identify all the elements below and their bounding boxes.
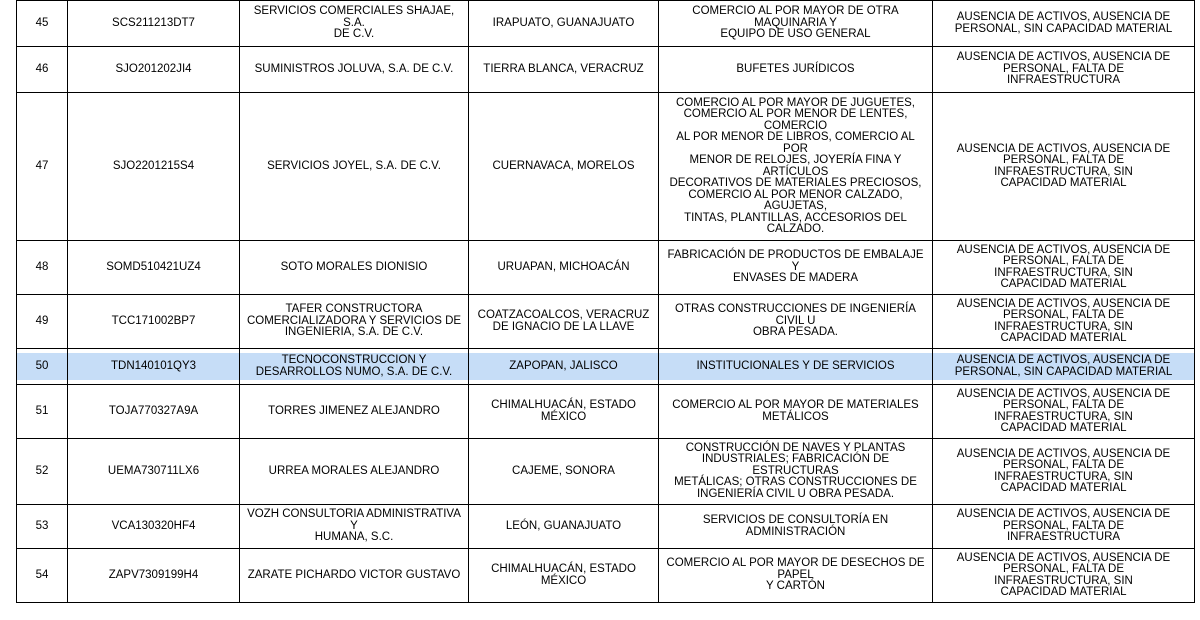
reason-cell: AUSENCIA DE ACTIVOS, AUSENCIA DE PERSONAL, SIN CAPACIDAD MATERIAL — [933, 1, 1195, 47]
selection-highlight: 50 — [17, 353, 67, 381]
reason-cell: AUSENCIA DE ACTIVOS, AUSENCIA DE PERSONAL, FALTA DE INFRAESTRUCTURA — [933, 505, 1195, 549]
taxpayer-name-cell: SOTO MORALES DIONISIO — [240, 241, 469, 295]
reason-cell: AUSENCIA DE ACTIVOS, AUSENCIA DE PERSONAL, FALTA DE INFRAESTRUCTURA, SIN CAPACIDAD MATERIAL — [933, 385, 1195, 439]
reason-cell: AUSENCIA DE ACTIVOS, AUSENCIA DE PERSONAL, FALTA DE INFRAESTRUCTURA — [933, 47, 1195, 93]
activity-cell — [659, 349, 933, 385]
table-row[interactable] — [17, 549, 1195, 603]
location-cell: IRAPUATO, GUANAJUATO — [469, 1, 659, 47]
reason-cell: AUSENCIA DE ACTIVOS, AUSENCIA DE PERSONAL, FALTA DE INFRAESTRUCTURA, SIN CAPACIDAD MATERIAL — [933, 241, 1195, 295]
reason-cell — [933, 349, 1195, 385]
table-row[interactable] — [17, 385, 1195, 439]
taxpayer-name-cell: SUMINISTROS JOLUVA, S.A. DE C.V. — [240, 47, 469, 93]
rfc-cell: SOMD510421UZ4 — [68, 241, 240, 295]
row-number-cell — [17, 349, 68, 385]
rfc-cell — [68, 349, 240, 385]
activity-cell: FABRICACIÓN DE PRODUCTOS DE EMBALAJE Y ENVASES DE MADERA — [659, 241, 933, 295]
row-number-cell: 53 — [17, 505, 68, 549]
activity-cell: COMERCIO AL POR MAYOR DE DESECHOS DE PAPEL Y CARTÓN — [659, 549, 933, 603]
taxpayer-table — [16, 0, 1195, 603]
location-cell: COATZACOALCOS, VERACRUZ DE IGNACIO DE LA LLAVE — [469, 295, 659, 349]
activity-cell: BUFETES JURÍDICOS — [659, 47, 933, 93]
table-row[interactable] — [17, 93, 1195, 241]
rfc-cell: TCC171002BP7 — [68, 295, 240, 349]
taxpayer-name-cell — [240, 349, 469, 385]
location-cell: CAJEME, SONORA — [469, 439, 659, 505]
activity-cell: COMERCIO AL POR MAYOR DE OTRA MAQUINARIA Y EQUIPO DE USO GENERAL — [659, 1, 933, 47]
row-number-cell: 52 — [17, 439, 68, 505]
row-number-cell: 51 — [17, 385, 68, 439]
location-cell: CHIMALHUACÁN, ESTADO MÉXICO — [469, 549, 659, 603]
taxpayer-name-cell: SERVICIOS COMERCIALES SHAJAE, S.A. DE C.V. — [240, 1, 469, 47]
activity-cell: COMERCIO AL POR MAYOR DE JUGUETES, COMERCIO AL POR MENOR DE LENTES, COMERCIO AL POR MENOR DE LIBROS, COMERCIO AL POR MENOR DE RELOJES, JOYERÍA FINA Y ARTÍCULOS DECORATIVOS DE MATERIALES PRECIOSOS, COMERCIO AL POR MENOR CALZADO, AGUJETAS, TINTAS, PLANTILLAS, ACCESORIOS DEL CALZADO. — [659, 93, 933, 241]
location-cell: URUAPAN, MICHOACÁN — [469, 241, 659, 295]
activity-cell: OTRAS CONSTRUCCIONES DE INGENIERÍA CIVIL U OBRA PESADA. — [659, 295, 933, 349]
location-cell: LEÓN, GUANAJUATO — [469, 505, 659, 549]
table-row[interactable] — [17, 1, 1195, 47]
row-number-cell: 47 — [17, 93, 68, 241]
selection-highlight: INSTITUCIONALES Y DE SERVICIOS — [659, 353, 932, 381]
table-row[interactable] — [17, 439, 1195, 505]
rfc-cell: SCS211213DT7 — [68, 1, 240, 47]
taxpayer-name-cell: VOZH CONSULTORIA ADMINISTRATIVA Y HUMANA, S.C. — [240, 505, 469, 549]
taxpayer-name-cell: TORRES JIMENEZ ALEJANDRO — [240, 385, 469, 439]
location-cell: CHIMALHUACÁN, ESTADO MÉXICO — [469, 385, 659, 439]
row-number-cell: 54 — [17, 549, 68, 603]
activity-cell: COMERCIO AL POR MAYOR DE MATERIALES METÁLICOS — [659, 385, 933, 439]
selection-highlight: TECNOCONSTRUCCION Y DESARROLLOS NUMO, S.A. DE C.V. — [240, 353, 468, 380]
row-number-cell: 48 — [17, 241, 68, 295]
taxpayer-name-cell: URREA MORALES ALEJANDRO — [240, 439, 469, 505]
reason-cell: AUSENCIA DE ACTIVOS, AUSENCIA DE PERSONAL, FALTA DE INFRAESTRUCTURA, SIN CAPACIDAD MATERIAL — [933, 549, 1195, 603]
reason-cell: AUSENCIA DE ACTIVOS, AUSENCIA DE PERSONAL, FALTA DE INFRAESTRUCTURA, SIN CAPACIDAD MATERIAL — [933, 295, 1195, 349]
table-row[interactable] — [17, 505, 1195, 549]
activity-cell: CONSTRUCCIÓN DE NAVES Y PLANTAS INDUSTRIALES; FABRICACIÓN DE ESTRUCTURAS METÁLICAS; OTRAS CONSTRUCCIONES DE INGENIERÍA CIVIL U OBRA PESADA. — [659, 439, 933, 505]
selection-highlight: AUSENCIA DE ACTIVOS, AUSENCIA DE PERSONAL, SIN CAPACIDAD MATERIAL — [933, 353, 1194, 380]
table-row-selected[interactable] — [17, 349, 1195, 385]
rfc-cell: VCA130320HF4 — [68, 505, 240, 549]
rfc-cell: UEMA730711LX6 — [68, 439, 240, 505]
taxpayer-name-cell: TAFER CONSTRUCTORA COMERCIALIZADORA Y SERVICIOS DE INGENIERIA, S.A. DE C.V. — [240, 295, 469, 349]
location-cell: CUERNAVACA, MORELOS — [469, 93, 659, 241]
row-number-cell: 49 — [17, 295, 68, 349]
table-row[interactable] — [17, 295, 1195, 349]
location-cell: TIERRA BLANCA, VERACRUZ — [469, 47, 659, 93]
row-number-cell: 45 — [17, 1, 68, 47]
location-cell — [469, 349, 659, 385]
rfc-cell: SJO2201215S4 — [68, 93, 240, 241]
row-number-cell: 46 — [17, 47, 68, 93]
rfc-cell: SJO201202JI4 — [68, 47, 240, 93]
selection-highlight: TDN140101QY3 — [68, 353, 239, 381]
reason-cell: AUSENCIA DE ACTIVOS, AUSENCIA DE PERSONAL, FALTA DE INFRAESTRUCTURA, SIN CAPACIDAD MATERIAL — [933, 439, 1195, 505]
rfc-cell: TOJA770327A9A — [68, 385, 240, 439]
selection-highlight: ZAPOPAN, JALISCO — [469, 353, 658, 381]
taxpayer-name-cell: ZARATE PICHARDO VICTOR GUSTAVO — [240, 549, 469, 603]
table-row[interactable] — [17, 241, 1195, 295]
activity-cell: SERVICIOS DE CONSULTORÍA EN ADMINISTRACIÓN — [659, 505, 933, 549]
reason-cell: AUSENCIA DE ACTIVOS, AUSENCIA DE PERSONAL, FALTA DE INFRAESTRUCTURA, SIN CAPACIDAD MATERIAL — [933, 93, 1195, 241]
table-row[interactable] — [17, 47, 1195, 93]
taxpayer-name-cell: SERVICIOS JOYEL, S.A. DE C.V. — [240, 93, 469, 241]
rfc-cell: ZAPV7309199H4 — [68, 549, 240, 603]
